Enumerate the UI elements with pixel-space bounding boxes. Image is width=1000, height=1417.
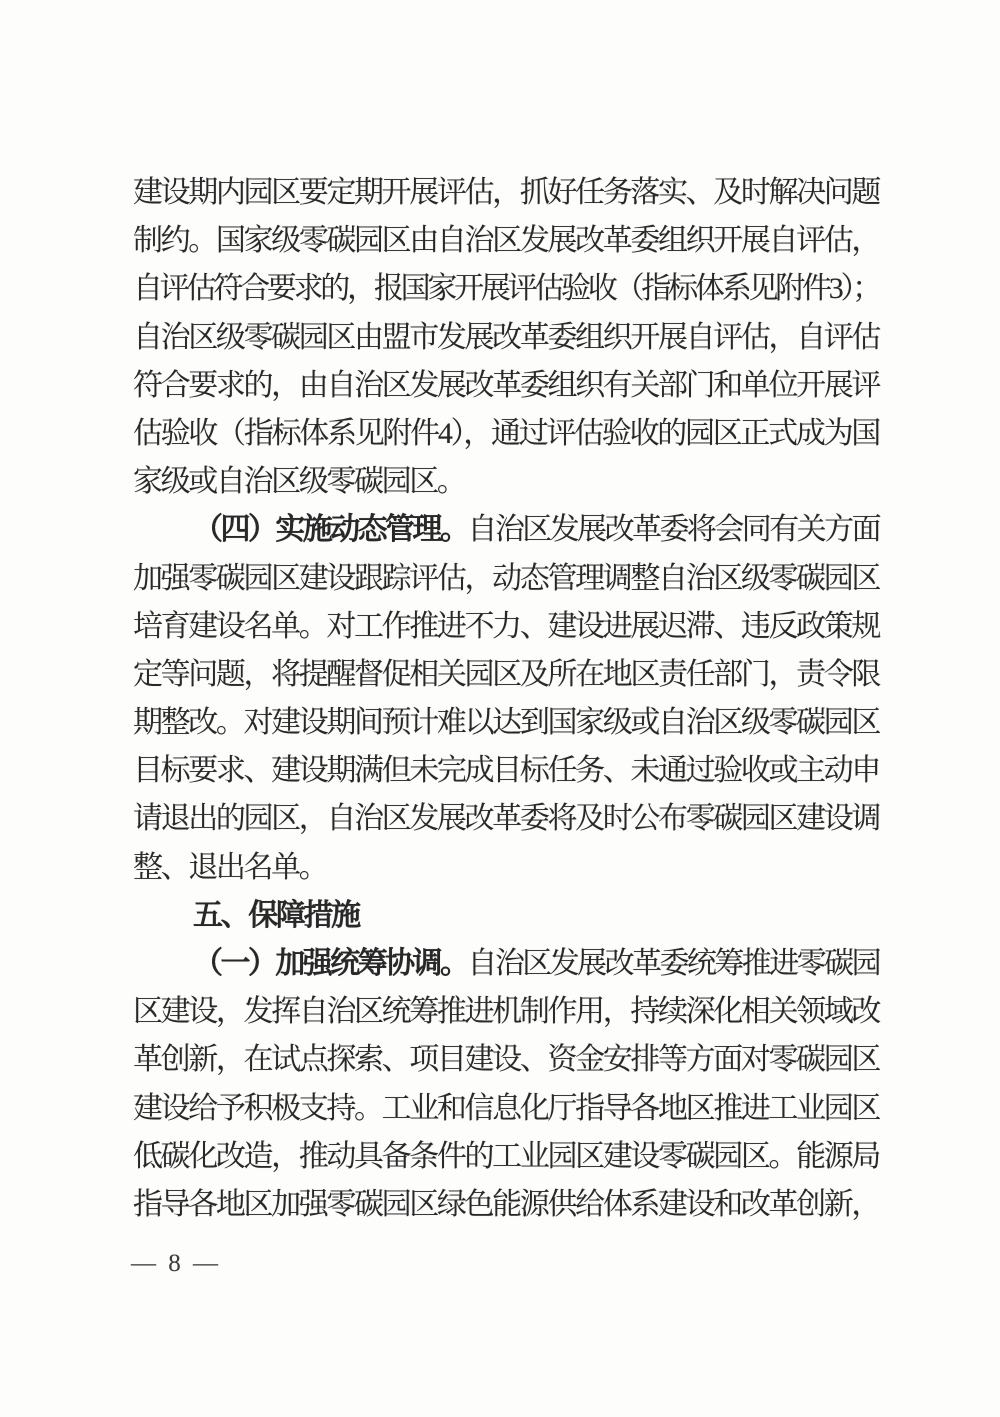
text-line <box>133 603 879 651</box>
line-text: 自治区发展改革委将会同有关方面 <box>467 513 880 547</box>
bold-lead: （四）实施动态管理。 <box>193 513 468 547</box>
text-line <box>133 555 879 603</box>
text-line <box>133 217 879 265</box>
text-line <box>133 362 879 410</box>
text-line-content <box>133 1181 879 1229</box>
text-line <box>133 940 879 988</box>
text-line <box>133 265 879 313</box>
text-line <box>133 747 879 795</box>
text-line <box>133 988 879 1036</box>
text-line-content <box>133 1133 879 1181</box>
text-line-content <box>193 892 359 940</box>
line-text: 区建设，发挥自治区统筹推进机制作用，持续深化相关领域改 <box>133 995 879 1029</box>
line-text: 培育建设名单。对工作推进不力、建设进展迟滞、违反政策规 <box>133 609 879 643</box>
line-text: 自治区级零碳园区由盟市发展改革委组织开展自评估，自评估 <box>133 320 879 354</box>
text-line <box>133 506 879 554</box>
text-line-content <box>133 362 879 410</box>
text-line-content <box>133 747 879 795</box>
line-text: 定等问题，将提醒督促相关园区及所在地区责任部门，责令限 <box>133 657 879 691</box>
text-line <box>133 1085 879 1133</box>
text-line-content <box>133 1036 879 1084</box>
text-line-content <box>133 555 879 603</box>
section-heading <box>133 892 879 940</box>
text-line-content <box>133 314 879 362</box>
line-text: 符合要求的，由自治区发展改革委组织有关部门和单位开展评 <box>133 368 879 402</box>
text-line <box>133 844 879 892</box>
text-line <box>133 1133 879 1181</box>
text-line <box>133 1036 879 1084</box>
text-line-content <box>133 844 326 892</box>
text-line-content <box>193 940 879 988</box>
line-text: 家级或自治区级零碳园区。 <box>133 465 465 499</box>
text-line-content <box>133 988 879 1036</box>
line-text: 五、保障措施 <box>193 898 359 932</box>
text-line-content <box>133 1085 879 1133</box>
line-text: 指导各地区加强零碳园区绿色能源供给体系建设和改革创新， <box>133 1187 879 1221</box>
text-line <box>133 699 879 747</box>
line-text: 目标要求、建设期满但未完成目标任务、未通过验收或主动申 <box>133 754 879 788</box>
text-line-content <box>133 458 465 506</box>
line-text: 整、退出名单。 <box>133 850 327 884</box>
text-line <box>133 169 879 217</box>
text-line <box>133 410 879 458</box>
text-line-content <box>133 169 879 217</box>
text-line-content <box>133 651 879 699</box>
line-text: 革创新，在试点探索、项目建设、资金安排等方面对零碳园区 <box>133 1043 879 1077</box>
line-text: 自治区发展改革委统筹推进零碳园 <box>467 947 880 980</box>
text-line-content <box>133 795 879 843</box>
page-number: — 8 — <box>131 1250 221 1277</box>
text-line-content <box>133 217 879 265</box>
line-text: 自评估符合要求的，报国家开展评估验收（指标体系见附件3）； <box>133 272 879 306</box>
text-line <box>133 651 879 699</box>
line-text: 请退出的园区，自治区发展改革委将及时公布零碳园区建设调 <box>133 802 879 836</box>
text-line-content <box>133 265 879 313</box>
line-text: 加强零碳园区建设跟踪评估，动态管理调整自治区级零碳园区 <box>133 561 879 595</box>
text-line <box>133 795 879 843</box>
line-text: 估验收（指标体系见附件4），通过评估验收的园区正式成为国 <box>133 416 879 450</box>
document-text-block <box>133 169 879 1229</box>
text-line <box>133 1181 879 1229</box>
text-line-content <box>133 410 879 458</box>
bold-lead: （一）加强统筹协调。 <box>193 947 468 980</box>
text-line <box>133 458 879 506</box>
text-line-content <box>133 699 879 747</box>
line-text: 期整改。对建设期间预计难以达到国家级或自治区级零碳园区 <box>133 706 879 740</box>
text-line <box>133 314 879 362</box>
line-text: 低碳化改造，推动具备条件的工业园区建设零碳园区。能源局 <box>133 1139 879 1173</box>
line-text: 制约。国家级零碳园区由自治区发展改革委组织开展自评估， <box>133 224 879 258</box>
line-text: 建设给予积极支持。工业和信息化厅指导各地区推进工业园区 <box>133 1091 879 1125</box>
text-line-content <box>193 506 879 554</box>
text-line-content <box>133 603 879 651</box>
line-text: 建设期内园区要定期开展评估，抓好任务落实、及时解决问题 <box>133 176 879 209</box>
